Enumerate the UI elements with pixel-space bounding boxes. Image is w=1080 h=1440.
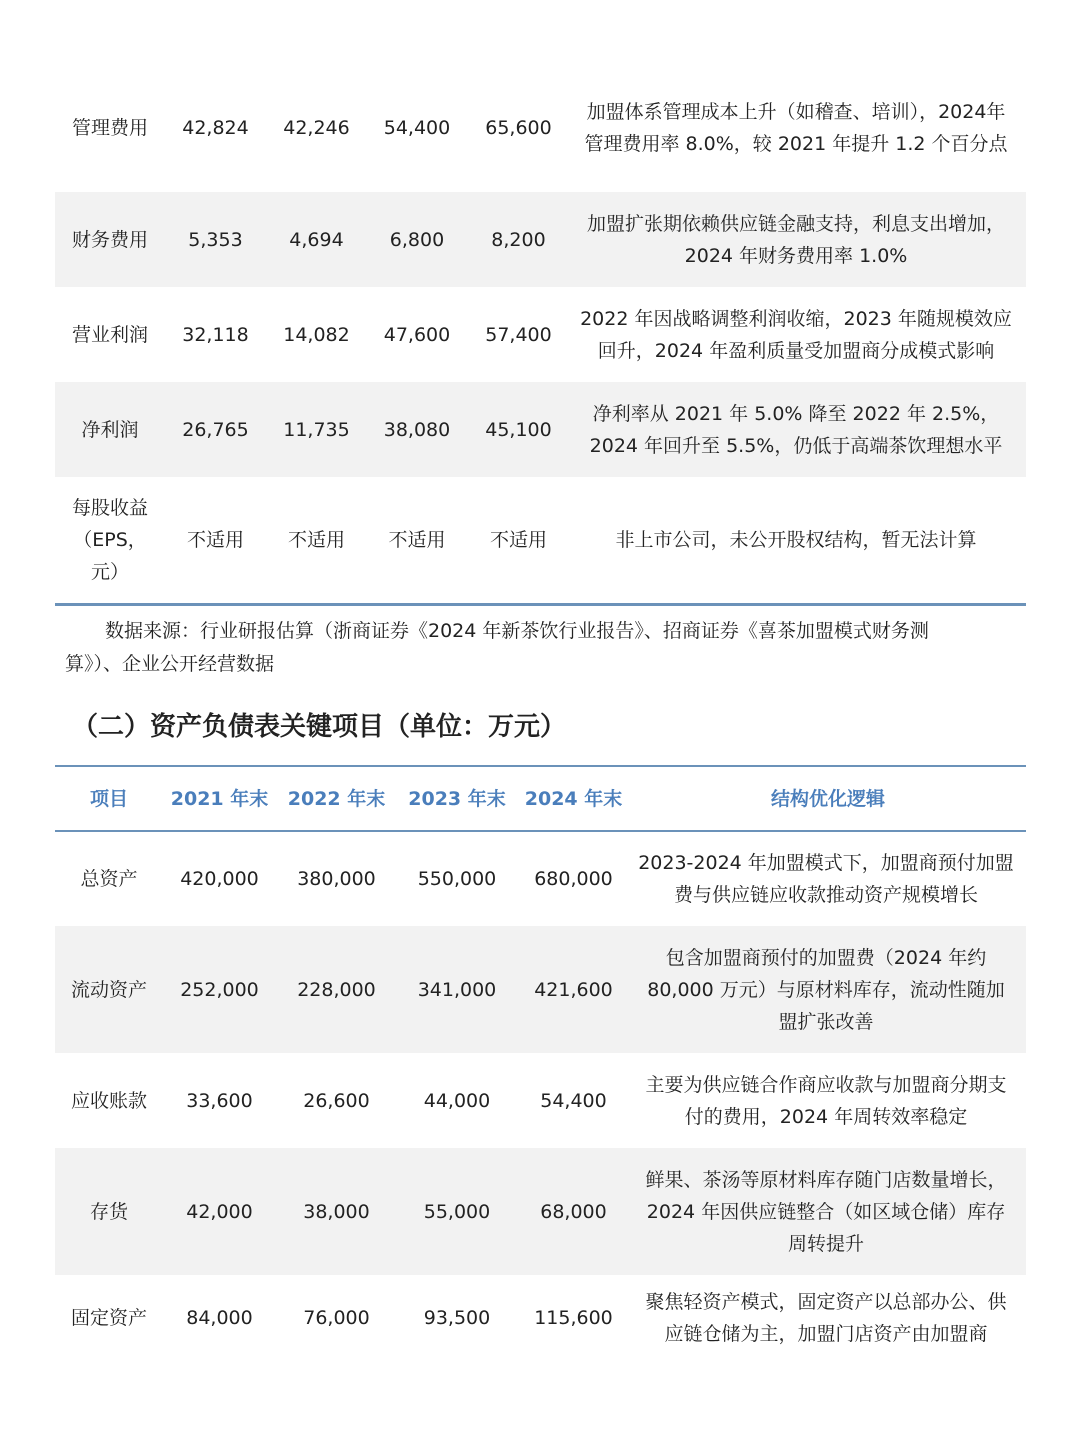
table-row	[55, 63, 1026, 192]
row-label: 管理费用	[71, 116, 148, 139]
row-note: 聚焦轻资产模式，固定资产以总部办公、供应链仓储为主，加盟门店资产由加盟商	[645, 1290, 1007, 1345]
row-label: 每股收益（EPS，元）	[71, 496, 148, 583]
row-note: 主要为供应链合作商应收款与加盟商分期支付的费用，2024 年周转效率稳定	[645, 1073, 1007, 1128]
value-2021: 26,765	[165, 382, 266, 477]
value-2022: 38,000	[276, 1148, 397, 1275]
row-note: 鲜果、茶汤等原材料库存随门店数量增长，2024 年因供应链整合（如区域仓储）库存周转提升	[630, 1148, 1026, 1275]
value-2023: 47,600	[383, 323, 451, 346]
table-row	[55, 1148, 1026, 1275]
table-row	[55, 382, 1026, 477]
section-heading: （二）资产负债表关键项目（单位：万元）	[72, 712, 567, 742]
value-2022: 380,000	[297, 868, 376, 890]
row-label: 存货	[55, 1148, 163, 1275]
value-2024: 45,100	[467, 382, 570, 477]
value-2021: 84,000	[186, 1306, 253, 1329]
value-2022: 26,600	[303, 1089, 370, 1112]
value-2023: 不适用	[388, 528, 446, 551]
row-note: 包含加盟商预付的加盟费（2024 年约 80,000 万元）与原材料库存，流动性随加盟扩张改善	[630, 926, 1026, 1053]
row-label: 应收账款	[70, 1089, 147, 1112]
value-2022: 14,082	[283, 323, 350, 346]
table-row	[55, 926, 1026, 1053]
source-note: 数据来源：行业研报估算（浙商证券《2024 年新茶饮行业报告》、招商证券《喜茶加盟模式财务测算》）、企业公开经营数据	[65, 620, 929, 675]
value-2021: 不适用	[186, 528, 244, 551]
value-2021: 32,118	[182, 323, 249, 346]
row-note: 加盟体系管理成本上升（如稽查、培训），2024年管理费用率 8.0%，较 2021 年提升 1.2 个百分点	[584, 100, 1008, 155]
value-2023: 6,800	[367, 192, 467, 287]
row-label: 流动资产	[55, 926, 163, 1053]
row-label: 财务费用	[55, 192, 165, 287]
row-label: 总资产	[80, 868, 138, 890]
row-note: 2023-2024 年加盟模式下，加盟商预付加盟费与供应链应收款推动资产规模增长	[638, 852, 1014, 906]
value-2022: 42,246	[283, 116, 350, 139]
table-row	[55, 287, 1026, 382]
value-2022: 76,000	[303, 1306, 370, 1329]
value-2024: 421,600	[517, 926, 630, 1053]
value-2023: 55,000	[397, 1148, 517, 1275]
value-2021: 252,000	[163, 926, 276, 1053]
value-2023: 44,000	[423, 1089, 491, 1112]
row-label: 净利润	[55, 382, 165, 477]
value-2024: 8,200	[467, 192, 570, 287]
table-row	[55, 192, 1026, 287]
header-2024: 2024 年末	[517, 766, 630, 831]
row-label: 固定资产	[70, 1306, 147, 1329]
value-2022: 不适用	[287, 528, 345, 551]
value-2021: 5,353	[165, 192, 266, 287]
header-2022: 2022 年末	[276, 766, 397, 831]
row-label: 营业利润	[71, 323, 148, 346]
value-2024: 不适用	[489, 528, 547, 551]
header-logic: 结构优化逻辑	[630, 766, 1026, 831]
table-row	[55, 1275, 1026, 1360]
value-2022: 4,694	[266, 192, 367, 287]
value-2021: 42,824	[182, 116, 249, 139]
value-2024: 57,400	[485, 323, 552, 346]
value-2022: 11,735	[266, 382, 367, 477]
value-2021: 420,000	[180, 868, 259, 890]
value-2023: 38,080	[367, 382, 467, 477]
value-2024: 68,000	[517, 1148, 630, 1275]
header-2023: 2023 年末	[397, 766, 517, 831]
value-2023: 341,000	[397, 926, 517, 1053]
header-item: 项目	[55, 766, 163, 831]
value-2021: 42,000	[163, 1148, 276, 1275]
row-note: 净利率从 2021 年 5.0% 降至 2022 年 2.5%，2024 年回升至 5.5%，仍低于高端茶饮理想水平	[570, 382, 1026, 477]
table-row	[55, 1053, 1026, 1148]
value-2024: 54,400	[540, 1089, 607, 1112]
value-2021: 33,600	[186, 1089, 253, 1112]
row-note: 加盟扩张期依赖供应链金融支持，利息支出增加，2024 年财务费用率 1.0%	[570, 192, 1026, 287]
income-statement-table	[55, 63, 1026, 606]
value-2022: 228,000	[276, 926, 397, 1053]
table-row	[55, 831, 1026, 926]
row-note: 2022 年因战略调整利润收缩，2023 年随规模效应回升，2024 年盈利质量受加盟商分成模式影响	[580, 307, 1012, 362]
value-2023: 93,500	[423, 1306, 491, 1329]
value-2023: 550,000	[417, 868, 497, 890]
value-2023: 54,400	[383, 116, 451, 139]
table-row	[55, 477, 1026, 604]
header-2021: 2021 年末	[163, 766, 276, 831]
value-2024: 65,600	[485, 116, 552, 139]
row-note: 非上市公司，未公开股权结构，暂无法计算	[615, 528, 977, 551]
table-header-row	[55, 766, 1026, 831]
balance-sheet-table	[55, 765, 1026, 1360]
value-2024: 115,600	[534, 1306, 613, 1329]
value-2024: 680,000	[534, 868, 613, 890]
